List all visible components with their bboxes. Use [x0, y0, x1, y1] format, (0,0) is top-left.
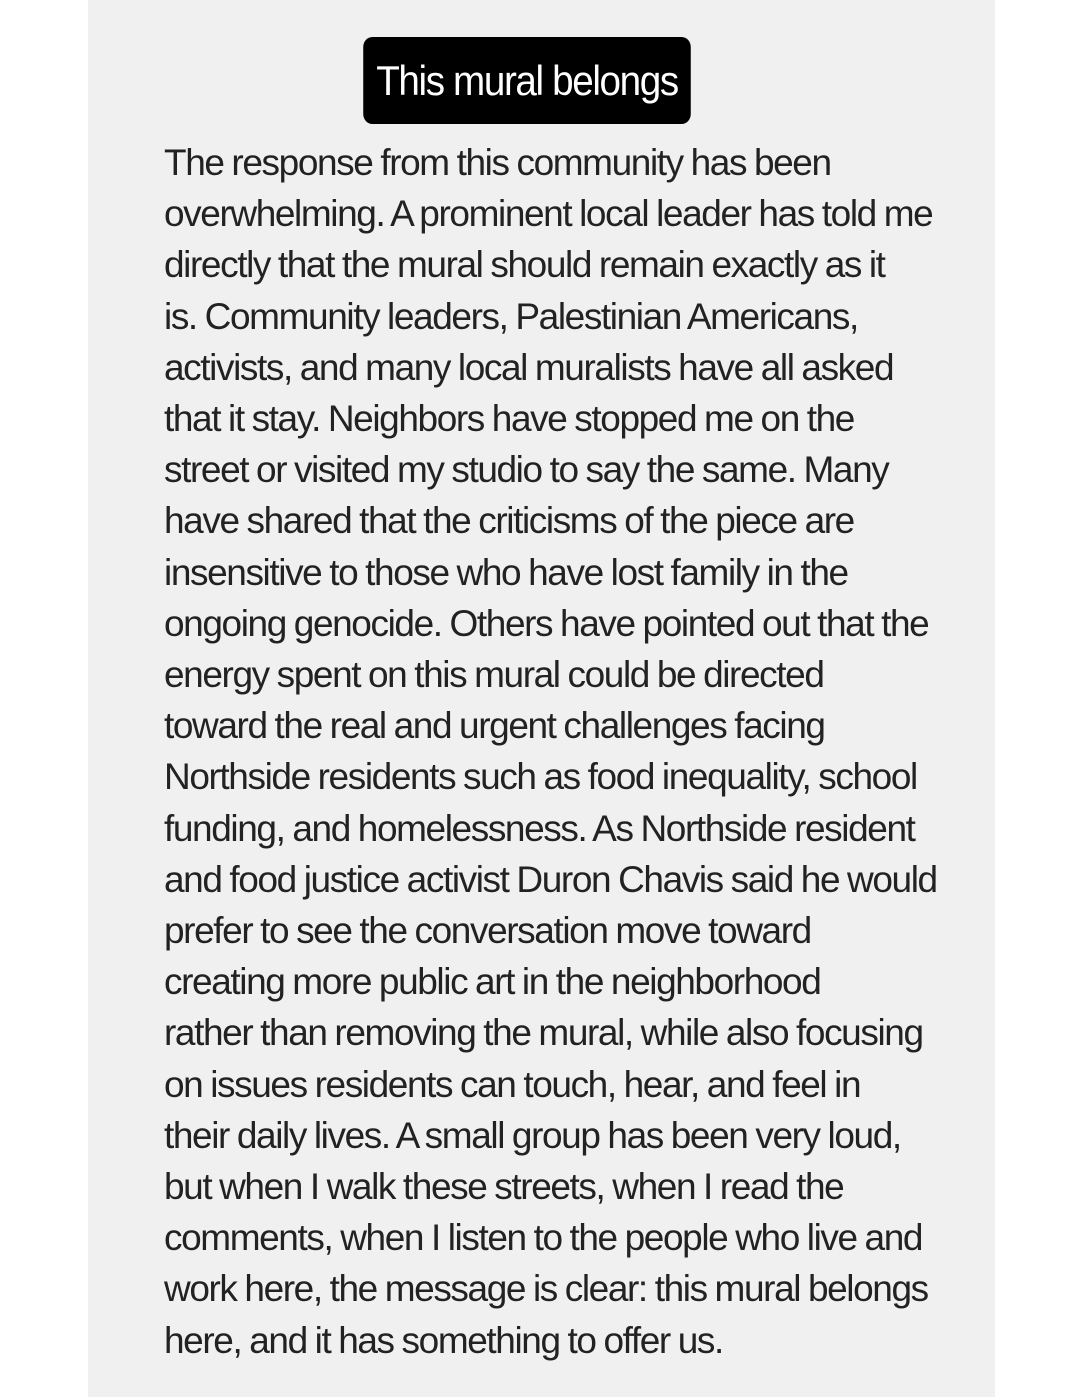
body-line: The response from this community has been — [164, 142, 831, 183]
body-line: but when I walk these streets, when I read the — [164, 1166, 844, 1208]
body-line: ongoing genocide. Others have pointed out that the — [164, 602, 929, 644]
body-line: have shared that the criticisms of the piece are — [164, 500, 854, 542]
body-line: directly that the mural should remain exactly as it — [164, 244, 885, 286]
body-line: Northside residents such as food inequality, school — [164, 756, 917, 798]
body-line: here, and it has something to offer us. — [164, 1319, 723, 1361]
body-line: prefer to see the conversation move toward — [164, 910, 811, 952]
body-line: toward the real and urgent challenges facing — [164, 705, 825, 747]
body-text — [164, 137, 944, 1366]
body-line: overwhelming. A prominent local leader has told me — [164, 193, 933, 235]
body-line: activists, and many local muralists have all asked — [164, 346, 894, 388]
body-line: is. Community leaders, Palestinian Americans, — [164, 295, 858, 337]
body-line: funding, and homelessness. As Northside resident — [164, 807, 915, 849]
title-label: This mural belongs — [363, 37, 691, 124]
body-line: energy spent on this mural could be directed — [164, 654, 824, 696]
body-line: rather than removing the mural, while also focusing — [164, 1012, 923, 1054]
body-line: street or visited my studio to say the same. Many — [164, 449, 889, 491]
body-line: work here, the message is clear: this mural belongs — [164, 1268, 928, 1310]
body-line: on issues residents can touch, hear, and feel in — [164, 1063, 861, 1105]
body-line: their daily lives. A small group has been very loud, — [164, 1114, 901, 1156]
body-line: creating more public art in the neighborhood — [164, 961, 821, 1003]
body-line: insensitive to those who have lost family in the — [164, 551, 848, 593]
body-line: that it stay. Neighbors have stopped me on the — [164, 398, 854, 440]
body-line: and food justice activist Duron Chavis said he would — [164, 858, 937, 900]
body-line: comments, when I listen to the people who live and — [164, 1217, 923, 1259]
